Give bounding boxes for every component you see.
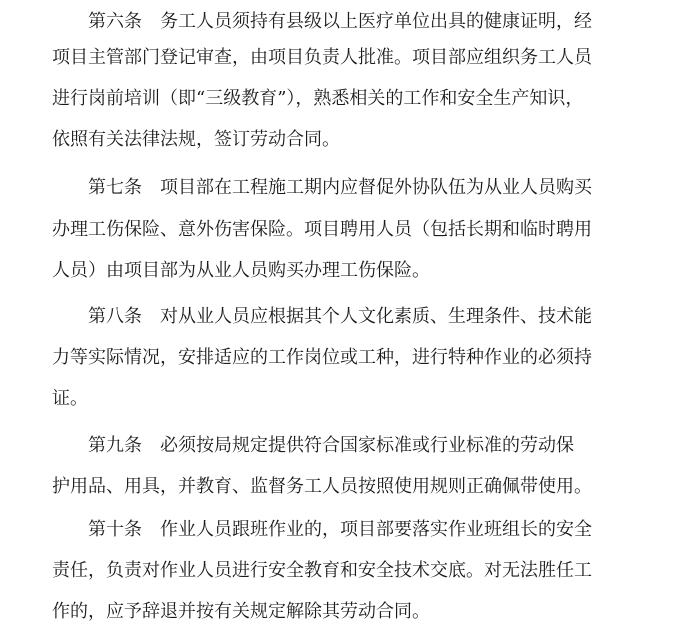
article-9-line-2: 护用品、用具，并教育、监督务工人员按照使用规则正确佩带使用。: [52, 476, 592, 497]
article-7-line-1: 第七条 项目部在工程施工期内应督促外协队伍为从业人员购买: [88, 177, 592, 198]
article-10-line-1: 第十条 作业人员跟班作业的，项目部要落实作业班组长的安全: [88, 519, 592, 540]
article-6-line-4: 依照有关法律法规，签订劳动合同。: [52, 129, 340, 150]
article-6-line-1: 第六条 务工人员须持有县级以上医疗单位出具的健康证明，经: [88, 11, 592, 32]
article-10-line-3: 作的，应予辞退并按有关规定解除其劳动合同。: [52, 601, 430, 622]
article-8-line-3: 证。: [52, 388, 88, 409]
article-8-line-1: 第八条 对从业人员应根据其个人文化素质、生理条件、技术能: [88, 306, 592, 327]
article-6-line-3: 进行岗前培训（即“三级教育”），熟悉相关的工作和安全生产知识，: [52, 88, 584, 109]
article-7-line-3: 人员）由项目部为从业人员购买办理工伤保险。: [52, 260, 430, 281]
article-10-line-2: 责任，负责对作业人员进行安全教育和安全技术交底。对无法胜任工: [52, 560, 592, 581]
article-6-line-2: 项目主管部门登记审查，由项目负责人批准。项目部应组织务工人员: [52, 47, 592, 68]
article-8-line-2: 力等实际情况，安排适应的工作岗位或工种，进行特种作业的必须持: [52, 347, 592, 368]
article-9-line-1: 第九条 必须按局规定提供符合国家标准或行业标准的劳动保: [88, 435, 574, 456]
article-7-line-2: 办理工伤保险、意外伤害保险。项目聘用人员（包括长期和临时聘用: [52, 219, 592, 240]
